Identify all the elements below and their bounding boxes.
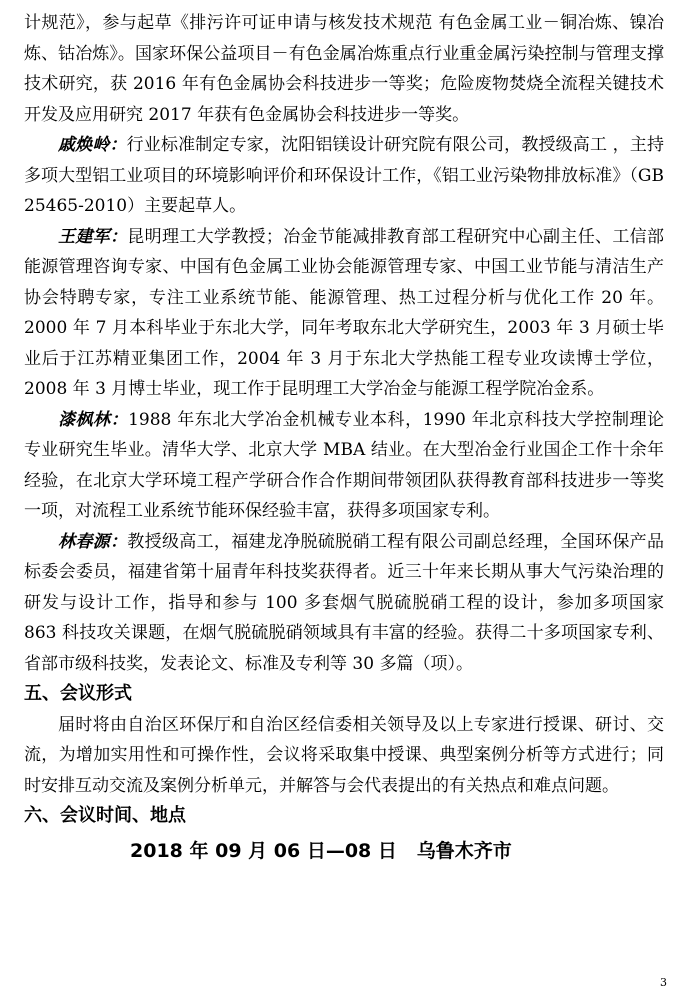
expert-description: 1988 年东北大学冶金机械专业本科，1990 年北京科技大学控制理论专业研究生毕业。清华大学、北京大学 MBA 结业。在大型冶金行业国企工作十余年经验，在北京大学环境工程产学研合作合作期间带领团队获得教育部科技进步一等奖一项，对流程工业系统节能环保经验丰富，获得多项国家专利。 — [24, 409, 664, 521]
page-number: 3 — [660, 976, 667, 989]
section-heading-time-place: 六、会议时间、地点 — [24, 805, 186, 826]
paragraph-standards: 计规范》，参与起草《排污许可证申请与核发技术规范 有色金属工业－铜冶炼、镍冶炼、钴冶炼》。国家环保公益项目－有色金属冶炼重点行业重金属污染控制与管理支撑技术研究，获 2016 年有色金属协会科技进步一等奖；危险废物焚烧全流程关键技术开发及应用研究 2017 年获有色金属协会科技进步一等奖。 — [24, 13, 664, 125]
expert-entry-wang — [24, 222, 664, 405]
expert-name: 王建军： — [58, 226, 128, 247]
expert-name: 林春源： — [58, 531, 128, 552]
expert-name: 戚焕岭： — [58, 135, 127, 155]
expert-description: 行业标准制定专家，沈阳铝镁设计研究院有限公司，教授级高工 ，主持多项大型铝工业项目的环境影响评价和环保设计工作，《铝工业污染物排放标准》（GB 25465-2010）主要起草人。 — [24, 135, 664, 216]
expert-name: 漆枫林： — [58, 409, 129, 430]
paragraph-meeting-format: 届时将由自治区环保厅和自治区经信委相关领导及以上专家进行授课、研讨、交流，为增加实用性和可操作性，会议将采取集中授课、典型案例分析等方式进行；同时安排互动交流及案例分析单元，并解答与会代表提出的有关热点和难点问题。 — [24, 714, 664, 796]
expert-description: 教授级高工，福建龙净脱硫脱硝工程有限公司副总经理，全国环保产品标委会委员，福建省第十届青年科技奖获得者。近三十年来长期从事大气污染治理的研发与设计工作，指导和参与 100 多套烟气脱硫脱硝工程的设计，参加多项国家 863 科技攻关课题，在烟气脱硫脱硝领域具有丰富的经验。获得二十多项国家专利、省部市级科技奖，发表论文、标准及专利等 30 多篇（项）。 — [24, 531, 665, 674]
expert-entry-qi — [24, 130, 664, 222]
section-heading-meeting-format: 五、会议形式 — [24, 683, 132, 704]
document-page — [24, 8, 664, 868]
meeting-date-location: 2018 年 09 月 06 日—08 日 乌鲁木齐市 — [130, 839, 512, 862]
expert-entry-lin — [24, 527, 664, 680]
expert-entry-qifeng — [24, 405, 664, 527]
expert-description: 昆明理工大学教授；冶金节能减排教育部工程研究中心副主任、工信部能源管理咨询专家、中国有色金属工业协会能源管理专家、中国工业节能与清洁生产协会特聘专家，专注工业系统节能、能源管理、热工过程分析与优化工作 20 年。2000 年 7 月本科毕业于东北大学，同年考取东北大学研究生，2003 年 3 月硕士毕业后于江苏精亚集团工作，2004 年 3 月于东北大学热能工程专业攻读博士学位，2008 年 3 月博士毕业，现工作于昆明理工大学冶金与能源工程学院冶金系。 — [24, 226, 665, 399]
